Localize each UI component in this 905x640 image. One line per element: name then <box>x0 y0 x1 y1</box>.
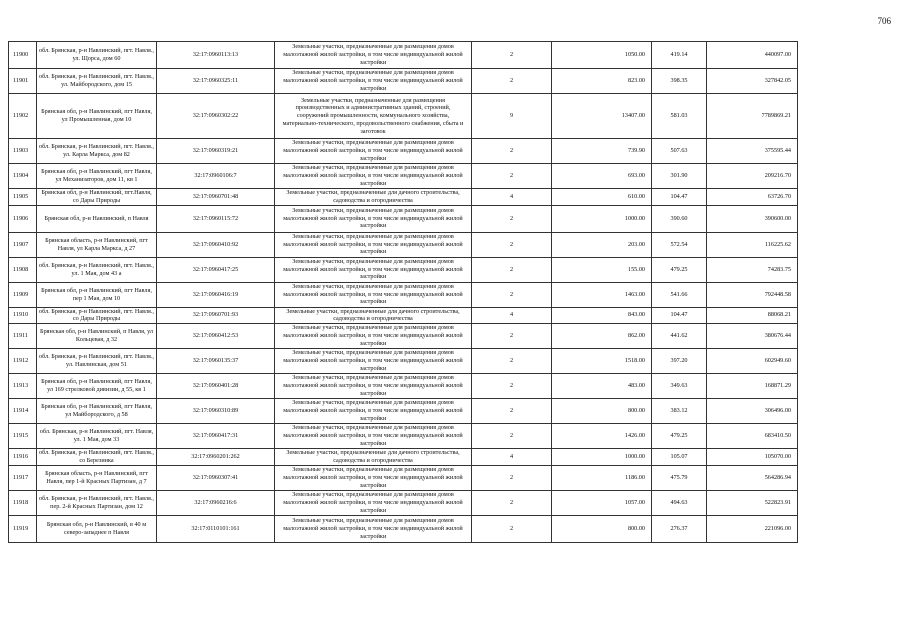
row-group: 2 <box>472 424 552 449</box>
row-area: 1186.00 <box>552 465 652 490</box>
row-land-purpose: Земельные участки, предназначенные для размещения домов малоэтажной жилой застройки, в том числе индивидуальной жилой застройки <box>275 164 472 189</box>
row-land-purpose: Земельные участки, предназначенные для размещения домов малоэтажной жилой застройки, в том числе индивидуальной жилой застройки <box>275 374 472 399</box>
row-area: 693.00 <box>552 164 652 189</box>
row-cadastral-value: 564286.94 <box>707 465 798 490</box>
row-group: 2 <box>472 465 552 490</box>
row-area: 862.00 <box>552 324 652 349</box>
row-specific-price: 104.47 <box>652 189 707 206</box>
row-id: 11914 <box>9 399 37 424</box>
row-area: 843.00 <box>552 307 652 324</box>
row-specific-price: 419.14 <box>652 42 707 69</box>
row-group: 2 <box>472 374 552 399</box>
row-specific-price: 105.07 <box>652 449 707 466</box>
row-cadastral-number: 32:17:0960416:19 <box>157 282 275 307</box>
row-group: 2 <box>472 164 552 189</box>
table-row <box>9 164 883 189</box>
row-specific-price: 572.54 <box>652 232 707 257</box>
row-group: 4 <box>472 307 552 324</box>
row-cadastral-value: 380676.44 <box>707 324 798 349</box>
table-row <box>9 399 883 424</box>
row-specific-price: 349.63 <box>652 374 707 399</box>
row-area: 203.00 <box>552 232 652 257</box>
table-row <box>9 139 883 164</box>
row-land-purpose: Земельные участки, предназначенные для размещения домов малоэтажной жилой застройки, в том числе индивидуальной жилой застройки <box>275 324 472 349</box>
row-id: 11900 <box>9 42 37 69</box>
row-land-purpose: Земельные участки, предназначенные для размещения домов малоэтажной жилой застройки, в том числе индивидуальной жилой застройки <box>275 424 472 449</box>
row-id: 11907 <box>9 232 37 257</box>
row-id: 11912 <box>9 349 37 374</box>
row-land-purpose: Земельные участки, предназначенные для размещения домов малоэтажной жилой застройки, в том числе индивидуальной жилой застройки <box>275 282 472 307</box>
row-cadastral-value: 792448.58 <box>707 282 798 307</box>
row-cadastral-number: 32:17:0110101:161 <box>157 515 275 542</box>
row-id: 11917 <box>9 465 37 490</box>
row-cadastral-value: 390600.00 <box>707 205 798 232</box>
row-group: 2 <box>472 69 552 94</box>
page-number: 706 <box>877 16 891 26</box>
row-cadastral-value: 440097.00 <box>707 42 798 69</box>
row-address: Брянская обл, р-н Навлинский, пгт Навля, ул 169 стрелковой дивизии, д 55, кв 1 <box>37 374 157 399</box>
row-cadastral-number: 32:17:0960115:72 <box>157 205 275 232</box>
row-cadastral-number: 32:17:0960135:37 <box>157 349 275 374</box>
table-row <box>9 282 883 307</box>
table-row <box>9 94 883 139</box>
row-land-purpose: Земельные участки, предназначенные для размещения домов малоэтажной жилой застройки, в том числе индивидуальной жилой застройки <box>275 399 472 424</box>
row-cadastral-number: 32:17:0960412:53 <box>157 324 275 349</box>
row-cadastral-number: 32:17:0960417:31 <box>157 424 275 449</box>
row-address: обл. Брянская, р-н Навлинский, пгт. Навля., ул. Щорса, дом 60 <box>37 42 157 69</box>
row-cadastral-value: 209216.70 <box>707 164 798 189</box>
row-group: 2 <box>472 324 552 349</box>
row-cadastral-value: 683410.50 <box>707 424 798 449</box>
row-specific-price: 398.35 <box>652 69 707 94</box>
table-row <box>9 349 883 374</box>
row-group: 2 <box>472 139 552 164</box>
row-cadastral-number: 32:17:0960701:48 <box>157 189 275 206</box>
row-land-purpose: Земельные участки, предназначенные для размещения домов малоэтажной жилой застройки, в том числе индивидуальной жилой застройки <box>275 139 472 164</box>
row-area: 1000.00 <box>552 205 652 232</box>
row-address: обл. Брянская, р-н Навлинский, пгт. Навля., со Березинка <box>37 449 157 466</box>
row-cadastral-number: 32:17:0960701:93 <box>157 307 275 324</box>
row-cadastral-number: 32:17:0960106:7 <box>157 164 275 189</box>
row-id: 11904 <box>9 164 37 189</box>
row-group: 9 <box>472 94 552 139</box>
row-cadastral-value: 88068.21 <box>707 307 798 324</box>
row-area: 1518.00 <box>552 349 652 374</box>
row-cadastral-number: 32:17:0960310:89 <box>157 399 275 424</box>
table-row <box>9 490 883 515</box>
row-cadastral-value: 602949.60 <box>707 349 798 374</box>
row-land-purpose: Земельные участки, предназначенные для дачного строительства, садоводства и огородничества <box>275 449 472 466</box>
row-address: Брянская обл, р-н Навлинский, пгт Навля, ул Промышленная, дом 10 <box>37 94 157 139</box>
row-address: обл. Брянская, р-н Навлинский, пгт. Навля., ул. 1 Мая, дом 43 а <box>37 257 157 282</box>
row-specific-price: 390.60 <box>652 205 707 232</box>
row-group: 2 <box>472 42 552 69</box>
table-row <box>9 424 883 449</box>
row-specific-price: 276.37 <box>652 515 707 542</box>
row-cadastral-value: 327842.05 <box>707 69 798 94</box>
row-area: 483.00 <box>552 374 652 399</box>
row-specific-price: 383.12 <box>652 399 707 424</box>
row-area: 1057.00 <box>552 490 652 515</box>
row-id: 11915 <box>9 424 37 449</box>
row-land-purpose: Земельные участки, предназначенные для размещения домов малоэтажной жилой застройки, в том числе индивидуальной жилой застройки <box>275 465 472 490</box>
row-id: 11906 <box>9 205 37 232</box>
row-address: Брянская обл, р-н Навлинский, п Навля <box>37 205 157 232</box>
row-id: 11916 <box>9 449 37 466</box>
row-land-purpose: Земельные участки, предназначенные для размещения домов малоэтажной жилой застройки, в том числе индивидуальной жилой застройки <box>275 349 472 374</box>
row-id: 11911 <box>9 324 37 349</box>
row-land-purpose: Земельные участки, предназначенные для дачного строительства, садоводства и огородничества <box>275 189 472 206</box>
table-row <box>9 42 883 69</box>
row-cadastral-value: 74283.75 <box>707 257 798 282</box>
table-row <box>9 449 883 466</box>
row-area: 155.00 <box>552 257 652 282</box>
row-area: 1000.00 <box>552 449 652 466</box>
row-cadastral-number: 32:17:0960307:41 <box>157 465 275 490</box>
row-specific-price: 494.63 <box>652 490 707 515</box>
row-cadastral-value: 116225.62 <box>707 232 798 257</box>
table-row <box>9 515 883 542</box>
row-cadastral-value: 7789869.21 <box>707 94 798 139</box>
row-area: 800.00 <box>552 515 652 542</box>
row-cadastral-value: 63726.70 <box>707 189 798 206</box>
table-row <box>9 257 883 282</box>
row-id: 11901 <box>9 69 37 94</box>
row-id: 11918 <box>9 490 37 515</box>
row-cadastral-number: 32:17:0960401:28 <box>157 374 275 399</box>
row-land-purpose: Земельные участки, предназначенные для размещения домов малоэтажной жилой застройки, в том числе индивидуальной жилой застройки <box>275 69 472 94</box>
row-specific-price: 507.63 <box>652 139 707 164</box>
row-group: 4 <box>472 449 552 466</box>
row-cadastral-value: 105070.00 <box>707 449 798 466</box>
row-cadastral-value: 375595.44 <box>707 139 798 164</box>
row-cadastral-number: 32:17:0960410:92 <box>157 232 275 257</box>
row-land-purpose: Земельные участки, предназначенные для размещения домов малоэтажной жилой застройки, в том числе индивидуальной жилой застройки <box>275 257 472 282</box>
row-specific-price: 397.20 <box>652 349 707 374</box>
row-land-purpose: Земельные участки, предназначенные для размещения домов малоэтажной жилой застройки, в том числе индивидуальной жилой застройки <box>275 232 472 257</box>
row-address: обл. Брянская, р-н Навлинский, пгт. Навля., ул. Навлинская, дом 51 <box>37 349 157 374</box>
row-group: 2 <box>472 515 552 542</box>
row-address: обл. Брянская, р-н Навлинский, пгт. Навля., ул. Карла Маркса, дом 82 <box>37 139 157 164</box>
row-specific-price: 301.90 <box>652 164 707 189</box>
row-specific-price: 581.03 <box>652 94 707 139</box>
row-id: 11913 <box>9 374 37 399</box>
row-area: 13407.00 <box>552 94 652 139</box>
table-row <box>9 324 883 349</box>
row-area: 823.00 <box>552 69 652 94</box>
row-specific-price: 479.25 <box>652 424 707 449</box>
row-id: 11905 <box>9 189 37 206</box>
row-area: 1426.00 <box>552 424 652 449</box>
row-cadastral-value: 221096.00 <box>707 515 798 542</box>
row-land-purpose: Земельные участки, предназначенные для размещения домов малоэтажной жилой застройки, в том числе индивидуальной жилой застройки <box>275 205 472 232</box>
row-land-purpose: Земельные участки, предназначенные для размещения производственных и административных зданий, строений, сооружений промышленности, коммунального хозяйства, материально-технического, продовольственного снабжения, сбыта и заготовок <box>275 94 472 139</box>
row-address: обл. Брянская, р-н Навлинский, пгт. Навля., пер. 2-й Красных Партизан, дом 12 <box>37 490 157 515</box>
row-address: Брянская обл, р-н Навлинский, пгт Навля, ул Майбородского, д 58 <box>37 399 157 424</box>
row-id: 11910 <box>9 307 37 324</box>
row-address: обл. Брянская, р-н Навлинский, пгт. Навля, ул. 1 Мая, дом 33 <box>37 424 157 449</box>
row-cadastral-number: 32:17:0960216:6 <box>157 490 275 515</box>
table-row <box>9 374 883 399</box>
row-land-purpose: Земельные участки, предназначенные для размещения домов малоэтажной жилой застройки, в том числе индивидуальной жилой застройки <box>275 515 472 542</box>
row-address: Брянская обл, р-н Навлинский, пгт Навля, пер 1 Мая, дом 10 <box>37 282 157 307</box>
row-specific-price: 441.62 <box>652 324 707 349</box>
row-address: обл. Брянская, р-н Навлинский, пгт. Навля., ул. Майбородского, дом 15 <box>37 69 157 94</box>
row-address: Брянская обл, р-н Навлинский, пгт Навля, ул Механизаторов, дом 11, кв 1 <box>37 164 157 189</box>
table-row <box>9 465 883 490</box>
row-land-purpose: Земельные участки, предназначенные для размещения домов малоэтажной жилой застройки, в том числе индивидуальной жилой застройки <box>275 42 472 69</box>
row-cadastral-number: 32:17:0960417:25 <box>157 257 275 282</box>
row-group: 2 <box>472 282 552 307</box>
row-cadastral-value: 306496.00 <box>707 399 798 424</box>
row-id: 11902 <box>9 94 37 139</box>
row-cadastral-number: 32:17:0960325:11 <box>157 69 275 94</box>
row-id: 11908 <box>9 257 37 282</box>
row-id: 11919 <box>9 515 37 542</box>
row-address: Брянская обл, р-н Навлинский, пгт.Навля, со Дары Природы <box>37 189 157 206</box>
row-area: 1050.00 <box>552 42 652 69</box>
row-address: Брянская обл, р-н Навлинский, в 40 м северо-западнее п Навля <box>37 515 157 542</box>
row-id: 11909 <box>9 282 37 307</box>
row-group: 2 <box>472 232 552 257</box>
row-address: обл. Брянская, р-н Навлинский, пгт. Навля., со Дары Природы <box>37 307 157 324</box>
row-area: 800.00 <box>552 399 652 424</box>
row-specific-price: 104.47 <box>652 307 707 324</box>
row-group: 2 <box>472 257 552 282</box>
row-cadastral-number: 32:17:0960201:262 <box>157 449 275 466</box>
row-specific-price: 479.25 <box>652 257 707 282</box>
row-area: 610.00 <box>552 189 652 206</box>
row-specific-price: 541.66 <box>652 282 707 307</box>
row-area: 1463.00 <box>552 282 652 307</box>
row-land-purpose: Земельные участки, предназначенные для дачного строительства, садоводства и огородничества <box>275 307 472 324</box>
row-specific-price: 475.79 <box>652 465 707 490</box>
row-group: 4 <box>472 189 552 206</box>
row-group: 2 <box>472 399 552 424</box>
row-address: Брянская область, р-н Навлинский, пгт Навля, ул Карла Маркса, д 27 <box>37 232 157 257</box>
row-area: 739.90 <box>552 139 652 164</box>
row-cadastral-number: 32:17:0960319:21 <box>157 139 275 164</box>
row-address: Брянская область, р-н Навлинский, пгт Навля, пер 1-й Красных Партизан, д 7 <box>37 465 157 490</box>
row-cadastral-number: 32:17:0960113:13 <box>157 42 275 69</box>
table-row <box>9 307 883 324</box>
row-id: 11903 <box>9 139 37 164</box>
row-address: Брянская обл, р-н Навлинский, п Навля, ул Кольцевая, д 32 <box>37 324 157 349</box>
table-row <box>9 232 883 257</box>
row-cadastral-number: 32:17:0960302:22 <box>157 94 275 139</box>
row-cadastral-value: 522823.91 <box>707 490 798 515</box>
row-cadastral-value: 168871.29 <box>707 374 798 399</box>
table-row <box>9 69 883 94</box>
row-land-purpose: Земельные участки, предназначенные для размещения домов малоэтажной жилой застройки, в том числе индивидуальной жилой застройки <box>275 490 472 515</box>
table-row <box>9 189 883 206</box>
row-group: 2 <box>472 490 552 515</box>
row-group: 2 <box>472 205 552 232</box>
table-row <box>9 205 883 232</box>
row-group: 2 <box>472 349 552 374</box>
land-plots-table <box>8 41 883 543</box>
